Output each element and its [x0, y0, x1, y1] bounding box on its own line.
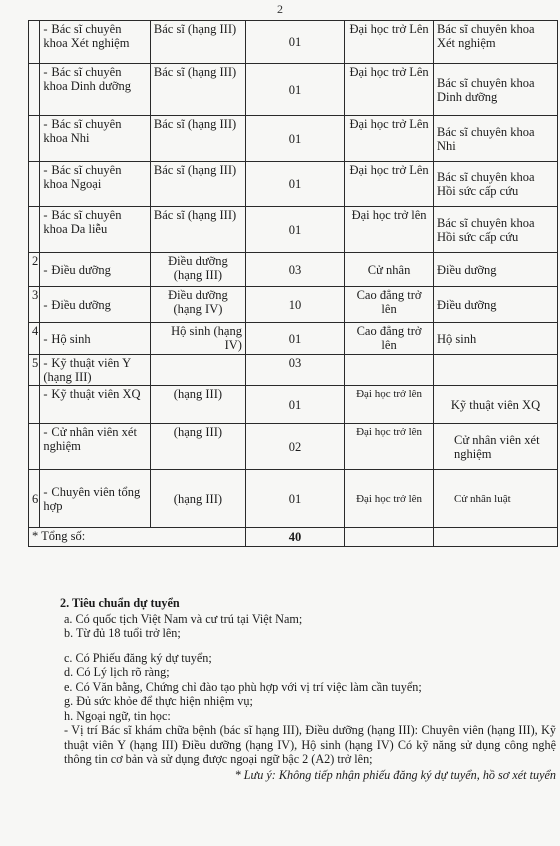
- quantity-cell: 03: [245, 355, 344, 386]
- quantity-cell: 01: [245, 323, 344, 355]
- empty-cell: [345, 528, 434, 547]
- stt-cell: [29, 386, 40, 424]
- stt-cell: 5: [29, 355, 40, 386]
- education-cell: [345, 355, 434, 386]
- language-requirement: - Vị trí Bác sĩ khám chữa bệnh (bác sĩ hạng III), Điều dưỡng (hạng III): Chuyên viên (hạng III), Kỹ thuật viên Y (hạng III) Điều dưỡng (hạng IV), Hộ sinh (hạng IV) Có kỹ năng sử dụng công nghệ thông tin cơ bản và sử dụng được ngoại ngữ bậc 2 (A2) trở lên;: [64, 723, 556, 766]
- quantity-cell: 01: [245, 162, 344, 207]
- education-cell: Đại học trở Lên: [345, 64, 434, 116]
- rank-cell: Điều dưỡng (hạng IV): [150, 287, 245, 323]
- stt-cell: [29, 162, 40, 207]
- total-label: * Tổng số:: [29, 528, 246, 547]
- major-cell: Kỹ thuật viên XQ: [433, 386, 557, 424]
- criterion-e: e. Có Văn bằng, Chứng chỉ đào tạo phù hợp với vị trí việc làm cần tuyển;: [64, 679, 422, 694]
- position-cell: - Bác sĩ chuyên khoa Da liễu: [40, 207, 151, 253]
- position-cell: - Kỹ thuật viên XQ: [40, 386, 151, 424]
- criterion-h: h. Ngoại ngữ, tin học:: [64, 708, 171, 723]
- table-row: [29, 116, 558, 162]
- education-cell: Cao đẳng trở lên: [345, 323, 434, 355]
- table-row: [29, 21, 558, 64]
- position-cell: - Hộ sinh: [40, 323, 151, 355]
- table-row: [29, 323, 558, 355]
- table-row: [29, 386, 558, 424]
- position-cell: - Chuyên viên tổng hợp: [40, 470, 151, 528]
- table-row: [29, 287, 558, 323]
- rank-cell: [150, 355, 245, 386]
- stt-cell: [29, 424, 40, 470]
- criterion-b: b. Từ đủ 18 tuổi trở lên;: [64, 626, 181, 640]
- quantity-cell: 10: [245, 287, 344, 323]
- education-cell: Đại học trở Lên: [345, 116, 434, 162]
- criterion-a: a. Có quốc tịch Việt Nam và cư trú tại Việt Nam;: [64, 611, 303, 626]
- stt-cell: 4: [29, 323, 40, 355]
- criterion-g: g. Đủ sức khỏe để thực hiện nhiệm vụ;: [64, 694, 253, 708]
- rank-cell: (hạng III): [150, 386, 245, 424]
- table-row: [29, 162, 558, 207]
- position-cell: - Bác sĩ chuyên khoa Dinh dưỡng: [40, 64, 151, 116]
- quantity-cell: 03: [245, 253, 344, 287]
- recruitment-table: [28, 20, 558, 547]
- table-row: [29, 64, 558, 116]
- quantity-cell: 01: [245, 386, 344, 424]
- rank-cell: Bác sĩ (hạng III): [150, 207, 245, 253]
- rank-cell: (hạng III): [150, 470, 245, 528]
- criterion-d: d. Có Lý lịch rõ ràng;: [64, 665, 170, 679]
- major-cell: Bác sĩ chuyên khoa Hồi sức cấp cứu: [433, 207, 557, 253]
- position-cell: - Điều dưỡng: [40, 253, 151, 287]
- rank-cell: Bác sĩ (hạng III): [150, 116, 245, 162]
- rank-cell: Bác sĩ (hạng III): [150, 162, 245, 207]
- major-cell: Cử nhân viên xét nghiệm: [433, 424, 557, 470]
- rank-cell: Hộ sinh (hạng IV): [150, 323, 245, 355]
- education-cell: Đại học trở lên: [345, 386, 434, 424]
- table-row: [29, 424, 558, 470]
- major-cell: Bác sĩ chuyên khoa Dinh dưỡng: [433, 64, 557, 116]
- position-cell: - Bác sĩ chuyên khoa Xét nghiệm: [40, 21, 151, 64]
- education-cell: Đại học trở Lên: [345, 21, 434, 64]
- position-cell: - Bác sĩ chuyên khoa Ngoại: [40, 162, 151, 207]
- education-cell: Cử nhân: [345, 253, 434, 287]
- stt-cell: [29, 21, 40, 64]
- education-cell: Đại học trở lên: [345, 207, 434, 253]
- criteria-section: [58, 596, 556, 782]
- table-row: [29, 355, 558, 386]
- page-number: 2: [277, 2, 283, 16]
- education-cell: Đại học trở lên: [345, 424, 434, 470]
- major-cell: Bác sĩ chuyên khoa Nhi: [433, 116, 557, 162]
- position-cell: - Kỹ thuật viên Y (hạng III): [40, 355, 151, 386]
- rank-cell: Bác sĩ (hạng III): [150, 21, 245, 64]
- empty-cell: [433, 528, 557, 547]
- stt-cell: 2: [29, 253, 40, 287]
- rank-cell: (hạng III): [150, 424, 245, 470]
- major-cell: Điều dưỡng: [433, 287, 557, 323]
- major-cell: Hộ sinh: [433, 323, 557, 355]
- quantity-cell: 01: [245, 21, 344, 64]
- table-row: [29, 470, 558, 528]
- stt-cell: 6: [29, 470, 40, 528]
- criterion-c: c. Có Phiếu đăng ký dự tuyển;: [64, 650, 212, 665]
- total-quantity: 40: [245, 528, 344, 547]
- quantity-cell: 02: [245, 424, 344, 470]
- stt-cell: [29, 207, 40, 253]
- major-cell: Cử nhân luật: [433, 470, 557, 528]
- stt-cell: [29, 64, 40, 116]
- position-cell: - Cử nhân viên xét nghiệm: [40, 424, 151, 470]
- quantity-cell: 01: [245, 64, 344, 116]
- education-cell: Cao đẳng trở lên: [345, 287, 434, 323]
- stt-cell: 3: [29, 287, 40, 323]
- major-cell: Điều dưỡng: [433, 253, 557, 287]
- education-cell: Đại học trở lên: [345, 470, 434, 528]
- education-cell: Đại học trở Lên: [345, 162, 434, 207]
- table-row: [29, 253, 558, 287]
- major-cell: [433, 355, 557, 386]
- quantity-cell: 01: [245, 470, 344, 528]
- major-cell: Bác sĩ chuyên khoa Xét nghiệm: [433, 21, 557, 64]
- position-cell: - Bác sĩ chuyên khoa Nhi: [40, 116, 151, 162]
- quantity-cell: 01: [245, 207, 344, 253]
- note: * Lưu ý: Không tiếp nhận phiếu đăng ký dự tuyển, hồ sơ xét tuyển: [234, 767, 556, 782]
- position-cell: - Điều dưỡng: [40, 287, 151, 323]
- total-row: [29, 528, 558, 547]
- table-row: [29, 207, 558, 253]
- stt-cell: [29, 116, 40, 162]
- rank-cell: Điều dưỡng (hạng III): [150, 253, 245, 287]
- major-cell: Bác sĩ chuyên khoa Hồi sức cấp cứu: [433, 162, 557, 207]
- section-heading: 2. Tiêu chuẩn dự tuyển: [60, 596, 180, 610]
- quantity-cell: 01: [245, 116, 344, 162]
- rank-cell: Bác sĩ (hạng III): [150, 64, 245, 116]
